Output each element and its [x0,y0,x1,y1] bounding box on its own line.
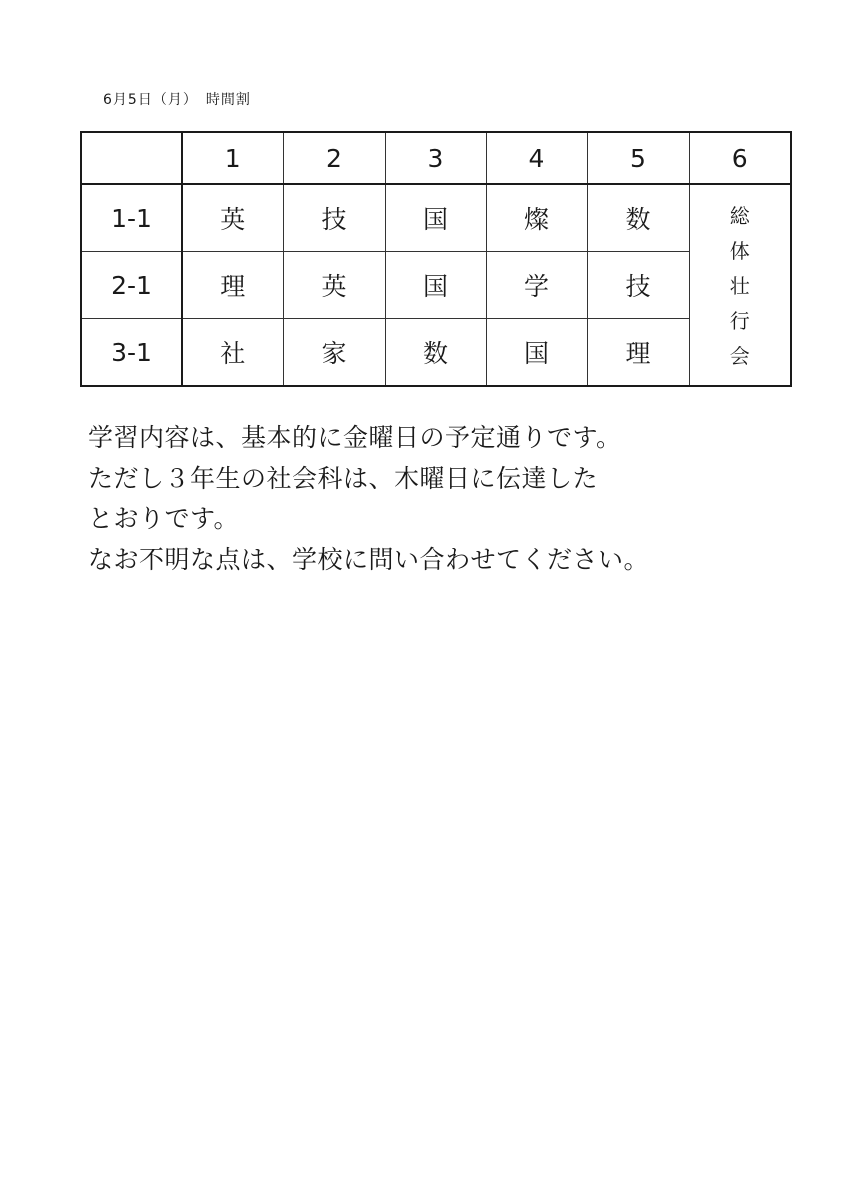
subject-cell: 国 [385,184,486,252]
period-header-1: 1 [182,132,283,184]
class-label: 3-1 [81,319,182,387]
subject-cell: 英 [182,184,283,252]
subject-cell: 英 [283,252,385,319]
subject-cell: 家 [283,319,385,387]
timetable [80,131,792,387]
notice-line: 学習内容は、基本的に金曜日の予定通りです。 [88,423,622,452]
subject-cell: 学 [486,252,587,319]
period6-char: 総 [729,203,750,228]
timetable-row [81,252,791,319]
class-label: 1-1 [81,184,182,252]
notice-line: ただし３年生の社会科は、木曜日に伝達した [88,463,599,493]
period-header-4: 4 [486,132,587,184]
subject-cell: 燦 [486,184,587,252]
notice-text [88,418,649,580]
period6-char: 行 [729,308,750,333]
class-label: 2-1 [81,252,182,319]
subject-cell: 理 [587,319,689,387]
period-header-3: 3 [385,132,486,184]
period6-merged-cell [689,184,791,386]
subject-cell: 技 [283,184,385,252]
page-title: 6月5日（月） 時間割 [103,92,251,108]
notice-line: とおりです。 [88,504,240,533]
notice-line: なお不明な点は、学校に問い合わせてください。 [88,544,650,574]
period6-char: 体 [729,238,750,263]
timetable-header-row [81,132,791,184]
period-header-5: 5 [587,132,689,184]
period6-char: 壮 [729,273,750,298]
subject-cell: 数 [587,184,689,252]
period6-char: 会 [729,343,750,368]
subject-cell: 国 [385,252,486,319]
header-corner-cell [81,132,182,184]
period-header-6: 6 [689,132,791,184]
subject-cell: 理 [182,252,283,319]
subject-cell: 国 [486,319,587,387]
timetable-row [81,319,791,387]
timetable-row [81,184,791,252]
period-header-2: 2 [283,132,385,184]
subject-cell: 技 [587,252,689,319]
subject-cell: 社 [182,319,283,387]
subject-cell: 数 [385,319,486,387]
